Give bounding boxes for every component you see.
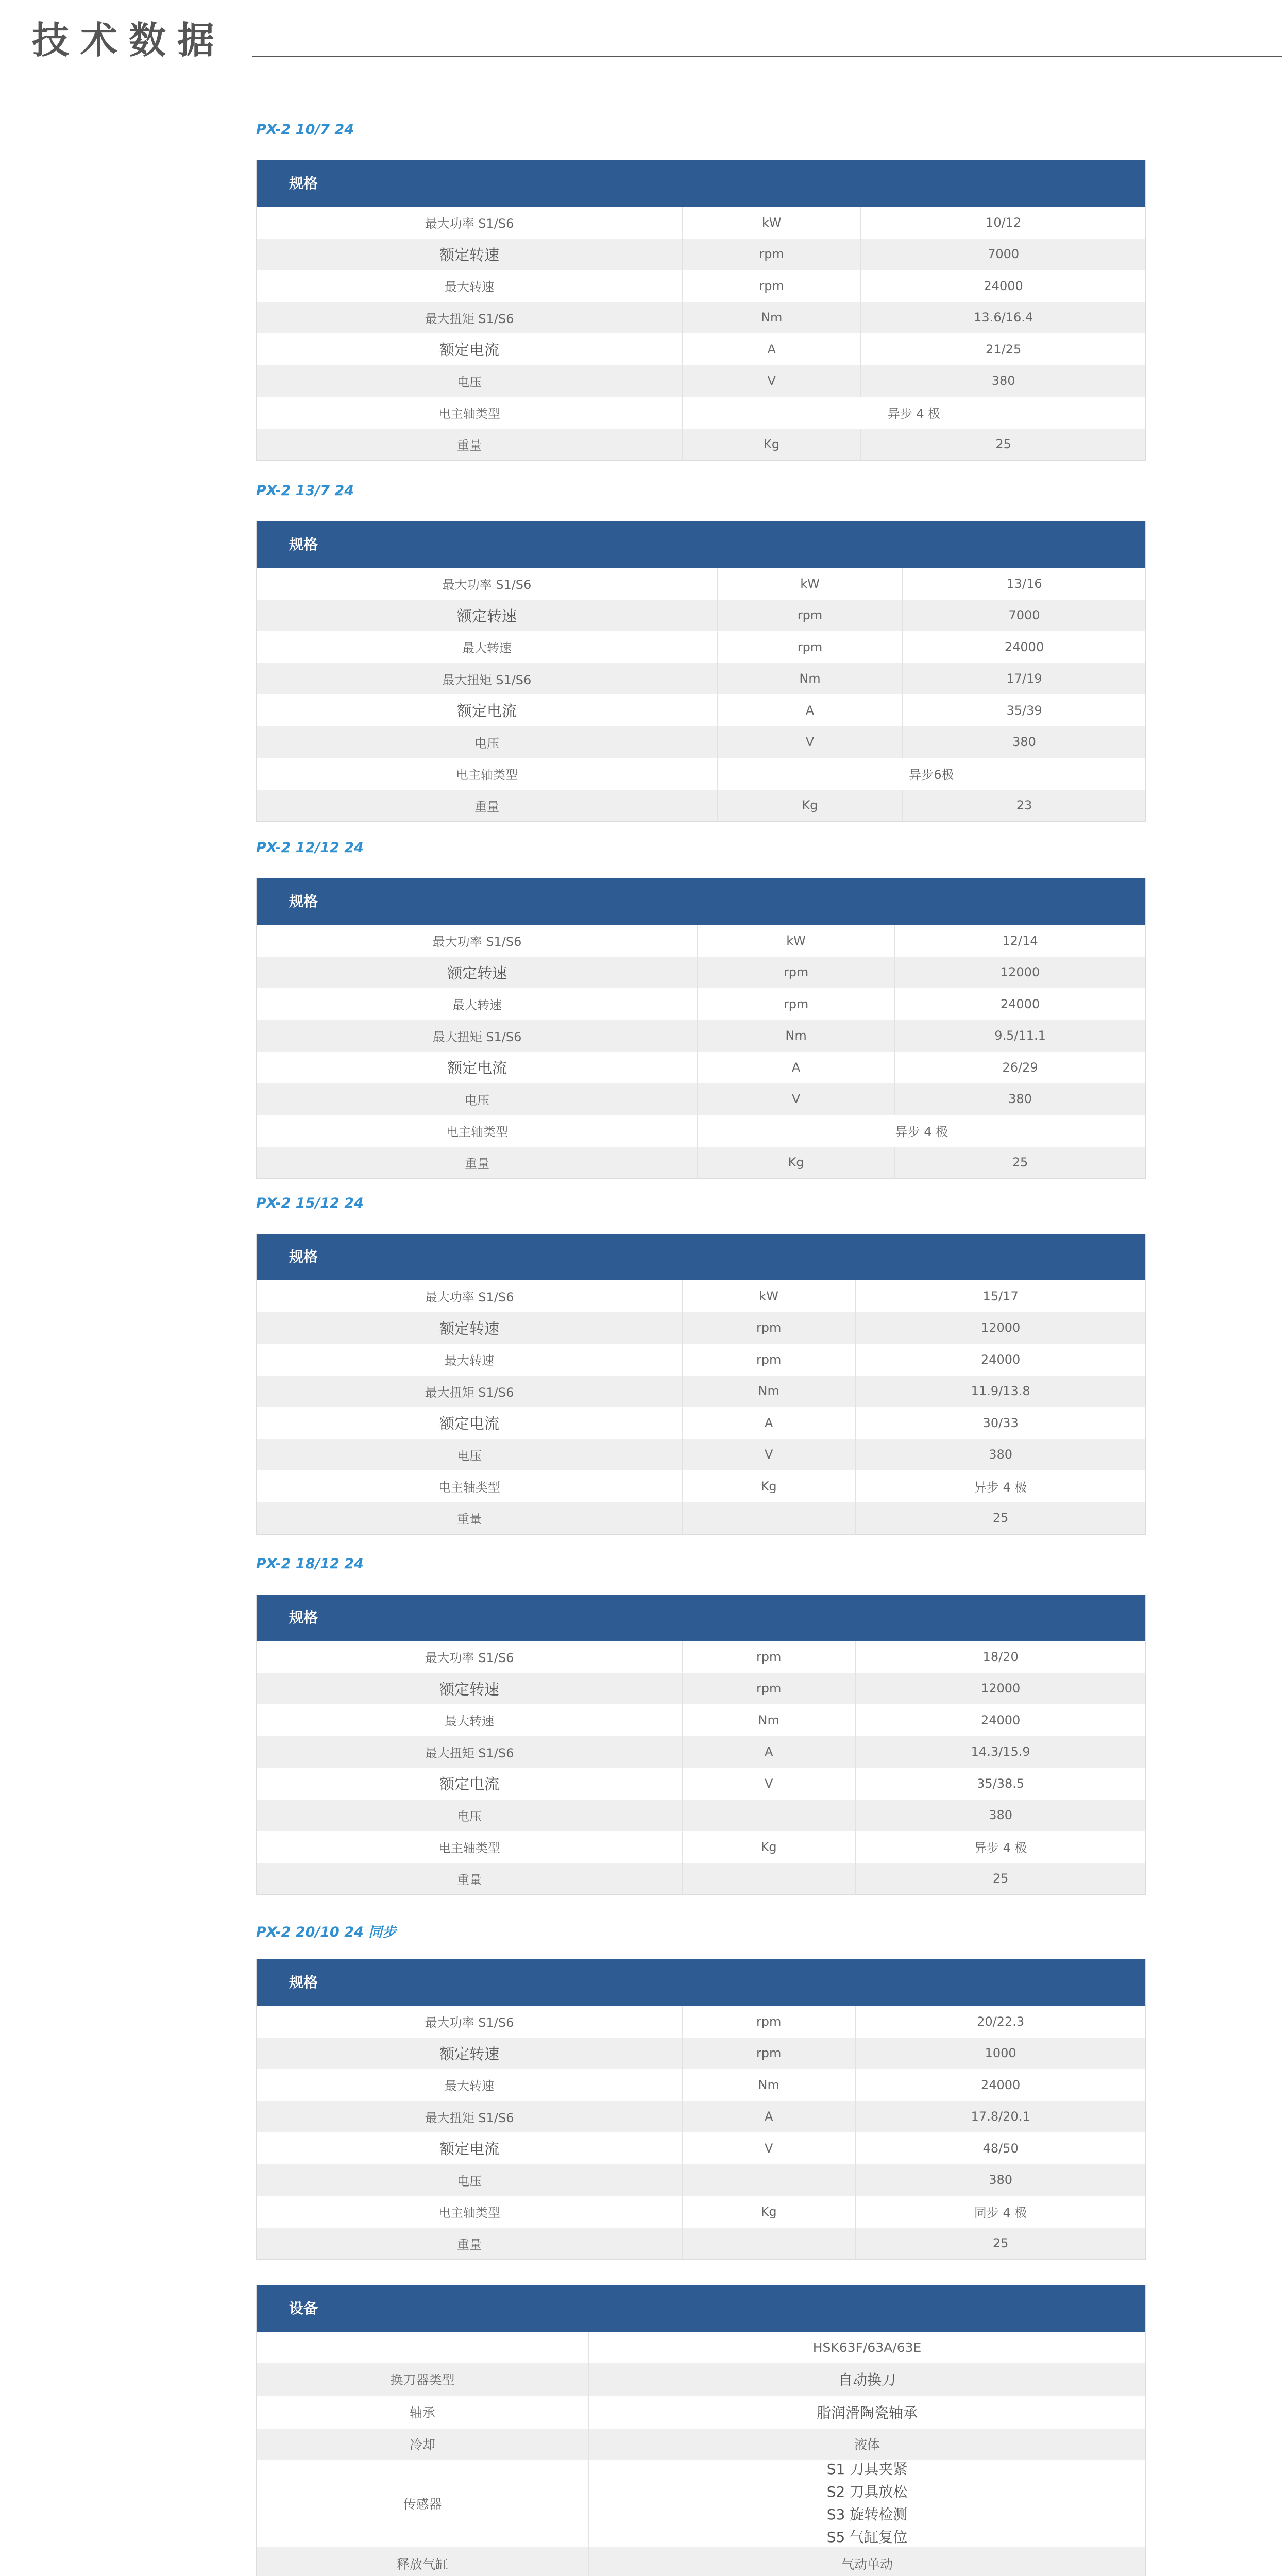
spec-row <box>257 694 1145 726</box>
spec-unit: rpm <box>697 988 894 1020</box>
sensor-item: S2 刀具放松 <box>826 2483 908 2500</box>
equipment-label: 换刀器类型 <box>390 2372 455 2387</box>
spec-row <box>257 239 1145 270</box>
spec-row <box>257 1083 1145 1115</box>
spec-parameter: 最大转速 <box>452 998 502 1013</box>
equipment-label: 传感器 <box>403 2497 442 2512</box>
spec-parameter: 最大功率 S1/S6 <box>425 2015 514 2030</box>
spec-unit <box>682 2164 855 2196</box>
spec-parameter: 重量 <box>474 799 499 814</box>
spec-value: 25 <box>860 429 1145 461</box>
spec-row <box>257 1831 1145 1863</box>
equipment-value: 自动换刀 <box>588 2363 1145 2396</box>
model-label: PX-2 10/7 24 <box>256 122 354 138</box>
spec-row <box>257 1502 1145 1534</box>
sensor-list <box>827 2458 908 2549</box>
spec-table <box>256 1959 1146 2260</box>
spec-row <box>257 1704 1145 1736</box>
spec-row <box>257 758 1145 790</box>
spec-row <box>257 1376 1145 1408</box>
spec-row <box>257 270 1145 302</box>
spec-value: 13/16 <box>902 568 1145 600</box>
spec-parameter: 最大转速 <box>445 1353 495 1368</box>
spec-value: 异步 4 极 <box>682 397 1145 429</box>
spec-parameter: 电主轴类型 <box>446 1125 508 1140</box>
model-label: PX-2 20/10 24 同步 <box>256 1924 397 1940</box>
spec-unit: rpm <box>682 2038 855 2070</box>
spec-unit <box>682 1502 855 1534</box>
spec-parameter: 电主轴类型 <box>438 2206 501 2221</box>
spec-parameter: 重量 <box>457 438 482 453</box>
spec-parameter: 额定转速 <box>447 964 507 982</box>
spec-unit: Kg <box>682 429 860 461</box>
spec-value: 24000 <box>894 988 1145 1020</box>
spec-row <box>257 1115 1145 1147</box>
spec-value: 异步 4 极 <box>855 1831 1145 1863</box>
spec-unit: Kg <box>697 1147 894 1179</box>
spec-parameter: 额定转速 <box>439 246 500 264</box>
spec-table <box>256 1234 1146 1535</box>
spec-unit: V <box>697 1083 894 1115</box>
spec-unit: kW <box>697 925 894 957</box>
spec-unit: Kg <box>717 790 902 822</box>
spec-value: 10/12 <box>860 207 1145 239</box>
spec-row <box>257 1344 1145 1376</box>
equipment-label <box>257 2332 588 2363</box>
spec-row <box>257 1736 1145 1768</box>
spec-unit: Nm <box>682 302 860 334</box>
equipment-value: HSK63F/63A/63E <box>588 2332 1145 2363</box>
spec-unit <box>682 1863 855 1895</box>
spec-row <box>257 1439 1145 1471</box>
spec-table <box>256 160 1146 461</box>
spec-row <box>257 600 1145 632</box>
spec-unit: Nm <box>682 1704 855 1736</box>
spec-value: 25 <box>855 2228 1145 2260</box>
spec-value: 380 <box>855 1439 1145 1471</box>
spec-row <box>257 1147 1145 1179</box>
spec-unit: Nm <box>697 1020 894 1052</box>
spec-parameter: 电主轴类型 <box>438 1841 501 1856</box>
spec-row <box>257 1641 1145 1673</box>
spec-row <box>257 988 1145 1020</box>
spec-row <box>257 2196 1145 2228</box>
spec-row <box>257 2038 1145 2070</box>
spec-row <box>257 568 1145 600</box>
spec-unit: rpm <box>682 1673 855 1705</box>
model-label: PX-2 18/12 24 <box>256 1556 364 1572</box>
spec-unit: A <box>682 1407 855 1439</box>
spec-row <box>257 1673 1145 1705</box>
spec-row <box>257 429 1145 461</box>
spec-unit: rpm <box>682 270 860 302</box>
equipment-row <box>257 2332 1145 2363</box>
spec-parameter: 最大转速 <box>445 2079 495 2094</box>
equipment-label: 释放气缸 <box>396 2557 448 2572</box>
spec-row <box>257 2101 1145 2133</box>
spec-header: 规格 <box>257 521 1145 568</box>
spec-parameter: 重量 <box>457 2237 482 2252</box>
spec-row <box>257 726 1145 758</box>
spec-unit: rpm <box>682 1344 855 1376</box>
model-label: PX-2 15/12 24 <box>256 1195 364 1211</box>
spec-row <box>257 925 1145 957</box>
spec-row <box>257 2228 1145 2260</box>
spec-row <box>257 663 1145 695</box>
spec-unit: Kg <box>682 2196 855 2228</box>
page-title: 技术数据 <box>32 19 226 62</box>
spec-row <box>257 1020 1145 1052</box>
spec-value: 同步 4 极 <box>855 2196 1145 2228</box>
spec-unit: V <box>682 365 860 397</box>
spec-row <box>257 631 1145 663</box>
spec-parameter: 最大扭矩 S1/S6 <box>425 1745 514 1760</box>
spec-unit: A <box>697 1052 894 1083</box>
spec-value: 380 <box>855 2164 1145 2196</box>
spec-parameter: 额定转速 <box>439 1319 500 1337</box>
equipment-value: 气动单动 <box>588 2547 1145 2576</box>
spec-value: 15/17 <box>855 1280 1145 1312</box>
spec-row <box>257 397 1145 429</box>
equipment-label: 冷却 <box>409 2437 435 2452</box>
spec-parameter: 额定转速 <box>439 2045 500 2063</box>
spec-parameter: 最大功率 S1/S6 <box>425 216 514 231</box>
spec-row <box>257 1800 1145 1832</box>
spec-row <box>257 1312 1145 1344</box>
spec-unit <box>682 2228 855 2260</box>
spec-value: 48/50 <box>855 2132 1145 2164</box>
spec-parameter: 最大功率 S1/S6 <box>432 935 522 950</box>
spec-row <box>257 302 1145 334</box>
spec-value: 380 <box>894 1083 1145 1115</box>
spec-value: 380 <box>855 1800 1145 1832</box>
spec-value: 异步6极 <box>717 758 1145 790</box>
spec-value: 24000 <box>855 1704 1145 1736</box>
spec-row <box>257 2006 1145 2038</box>
spec-unit: Nm <box>717 663 902 695</box>
equipment-header: 设备 <box>257 2285 1145 2332</box>
spec-value: 13.6/16.4 <box>860 302 1145 334</box>
spec-value: 17.8/20.1 <box>855 2101 1145 2133</box>
spec-value: 14.3/15.9 <box>855 1736 1145 1768</box>
spec-parameter: 重量 <box>457 1512 482 1527</box>
spec-row <box>257 1407 1145 1439</box>
spec-parameter: 额定转速 <box>456 607 517 625</box>
spec-value: 12000 <box>855 1673 1145 1705</box>
spec-row <box>257 1052 1145 1083</box>
spec-unit: kW <box>717 568 902 600</box>
spec-value: 35/39 <box>902 694 1145 726</box>
spec-parameter: 电主轴类型 <box>455 768 518 783</box>
spec-header: 规格 <box>257 160 1145 207</box>
spec-parameter: 额定电流 <box>447 1059 507 1077</box>
spec-value: 20/22.3 <box>855 2006 1145 2038</box>
spec-parameter: 额定电流 <box>456 702 517 720</box>
spec-unit: A <box>682 1736 855 1768</box>
spec-value: 21/25 <box>860 333 1145 365</box>
spec-value: 12000 <box>855 1312 1145 1344</box>
spec-parameter: 额定转速 <box>439 1680 500 1698</box>
spec-row <box>257 1768 1145 1800</box>
spec-unit: Nm <box>682 2069 855 2101</box>
spec-parameter: 最大功率 S1/S6 <box>425 1651 514 1666</box>
spec-unit: V <box>682 1768 855 1800</box>
spec-table <box>256 878 1146 1179</box>
spec-parameter: 额定电流 <box>439 1415 500 1433</box>
model-label: PX-2 12/12 24 <box>256 840 364 856</box>
equipment-row <box>257 2429 1145 2460</box>
spec-parameter: 最大扭矩 S1/S6 <box>432 1029 522 1044</box>
spec-unit: A <box>682 2101 855 2133</box>
spec-row <box>257 2069 1145 2101</box>
equipment-row <box>257 2460 1145 2547</box>
spec-parameter: 额定电流 <box>439 2140 500 2158</box>
sensor-item: S5 气缸复位 <box>826 2529 908 2546</box>
equipment-value: 脂润滑陶瓷轴承 <box>588 2396 1145 2429</box>
spec-parameter: 重量 <box>457 1872 482 1887</box>
spec-header: 规格 <box>257 1959 1145 2006</box>
spec-header: 规格 <box>257 1595 1145 1641</box>
spec-unit: A <box>717 694 902 726</box>
spec-parameter: 电压 <box>457 1809 482 1824</box>
spec-unit: rpm <box>717 631 902 663</box>
spec-value: 380 <box>902 726 1145 758</box>
spec-parameter: 最大转速 <box>445 1714 495 1729</box>
spec-table <box>256 521 1146 822</box>
spec-unit: V <box>717 726 902 758</box>
spec-value: 24000 <box>855 1344 1145 1376</box>
spec-parameter: 电压 <box>457 2174 482 2189</box>
spec-value: 17/19 <box>902 663 1145 695</box>
spec-parameter: 最大扭矩 S1/S6 <box>442 672 532 687</box>
spec-parameter: 电压 <box>474 736 499 751</box>
spec-header: 规格 <box>257 1234 1145 1280</box>
spec-row <box>257 1863 1145 1895</box>
spec-row <box>257 365 1145 397</box>
spec-row <box>257 1470 1145 1502</box>
spec-row <box>257 2132 1145 2164</box>
spec-parameter: 最大扭矩 S1/S6 <box>425 1385 514 1400</box>
spec-parameter: 电主轴类型 <box>438 1480 501 1495</box>
spec-value: 24000 <box>855 2069 1145 2101</box>
spec-value: 18/20 <box>855 1641 1145 1673</box>
spec-parameter: 额定电流 <box>439 1775 500 1793</box>
spec-unit: rpm <box>682 1641 855 1673</box>
spec-unit: rpm <box>682 1312 855 1344</box>
equipment-value <box>588 2460 1145 2547</box>
spec-unit: V <box>682 1439 855 1471</box>
spec-unit <box>682 1800 855 1832</box>
spec-unit: kW <box>682 1280 855 1312</box>
spec-value: 11.9/13.8 <box>855 1376 1145 1408</box>
spec-value: 异步 4 极 <box>697 1115 1145 1147</box>
spec-value: 7000 <box>902 600 1145 632</box>
spec-header: 规格 <box>257 878 1145 925</box>
spec-value: 12/14 <box>894 925 1145 957</box>
spec-row <box>257 1280 1145 1312</box>
equipment-row <box>257 2363 1145 2396</box>
spec-value: 25 <box>855 1863 1145 1895</box>
spec-value: 24000 <box>902 631 1145 663</box>
spec-value: 380 <box>860 365 1145 397</box>
spec-parameter: 电压 <box>465 1093 489 1108</box>
spec-value: 9.5/11.1 <box>894 1020 1145 1052</box>
spec-unit: Kg <box>682 1831 855 1863</box>
spec-parameter: 最大功率 S1/S6 <box>425 1290 514 1305</box>
spec-unit: rpm <box>682 239 860 270</box>
equipment-row <box>257 2396 1145 2429</box>
spec-row <box>257 2164 1145 2196</box>
spec-value: 26/29 <box>894 1052 1145 1083</box>
spec-unit: A <box>682 333 860 365</box>
spec-value: 25 <box>894 1147 1145 1179</box>
spec-value: 23 <box>902 790 1145 822</box>
spec-row <box>257 957 1145 989</box>
spec-parameter: 最大扭矩 S1/S6 <box>425 2110 514 2125</box>
spec-parameter: 电压 <box>457 1448 482 1463</box>
spec-value: 24000 <box>860 270 1145 302</box>
model-label: PX-2 13/7 24 <box>256 483 354 499</box>
equipment-value: 液体 <box>588 2429 1145 2460</box>
spec-unit: V <box>682 2132 855 2164</box>
spec-parameter: 重量 <box>465 1156 489 1171</box>
spec-unit: kW <box>682 207 860 239</box>
equipment-label: 轴承 <box>409 2405 435 2420</box>
spec-unit: Kg <box>682 1470 855 1502</box>
equipment-row <box>257 2547 1145 2576</box>
spec-parameter: 最大转速 <box>462 641 512 656</box>
spec-row <box>257 333 1145 365</box>
title-rule <box>252 56 1282 57</box>
spec-value: 7000 <box>860 239 1145 270</box>
spec-parameter: 最大功率 S1/S6 <box>442 578 532 592</box>
spec-value: 异步 4 极 <box>855 1470 1145 1502</box>
sensor-item: S3 旋转检测 <box>826 2506 908 2523</box>
spec-parameter: 电压 <box>457 375 482 389</box>
spec-row <box>257 790 1145 822</box>
spec-value: 25 <box>855 1502 1145 1534</box>
equipment-table <box>256 2285 1146 2576</box>
spec-table <box>256 1595 1146 1895</box>
sensor-item: S1 刀具夹紧 <box>826 2461 908 2478</box>
spec-parameter: 最大转速 <box>445 280 495 295</box>
spec-value: 35/38.5 <box>855 1768 1145 1800</box>
spec-row <box>257 207 1145 239</box>
spec-value: 1000 <box>855 2038 1145 2070</box>
spec-unit: rpm <box>682 2006 855 2038</box>
spec-unit: rpm <box>697 957 894 989</box>
spec-unit: rpm <box>717 600 902 632</box>
spec-parameter: 电主轴类型 <box>438 406 501 421</box>
spec-value: 30/33 <box>855 1407 1145 1439</box>
spec-value: 12000 <box>894 957 1145 989</box>
spec-unit: Nm <box>682 1376 855 1408</box>
spec-parameter: 最大扭矩 S1/S6 <box>425 311 514 326</box>
spec-parameter: 额定电流 <box>439 341 500 359</box>
